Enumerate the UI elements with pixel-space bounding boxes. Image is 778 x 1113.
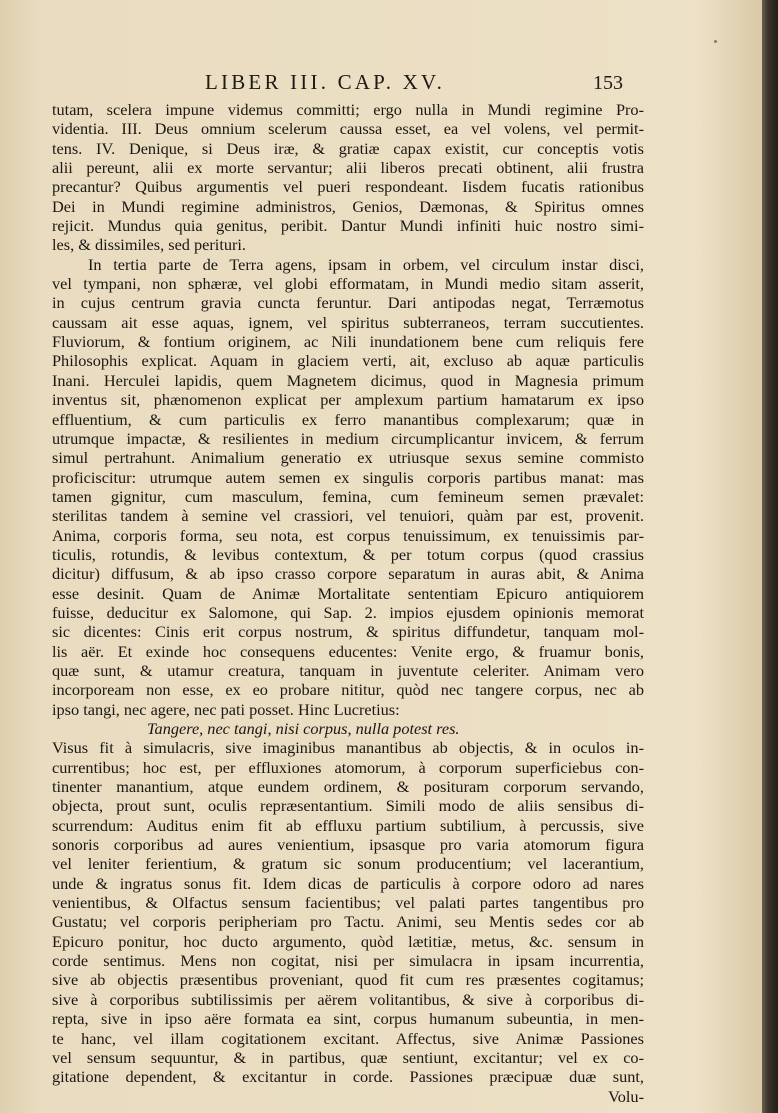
text-line: repta, sive in ipso aëre formata ea sint, corpus humanum subeuntia, in men- <box>52 1009 644 1029</box>
text-line: currentibus; hoc est, per effluxiones atomorum, à corporum superficiebus con- <box>52 757 644 777</box>
page-number: 153 <box>593 72 623 94</box>
text-line: sive à corporibus subtilissimis per aërem volitantibus, & sive à corporibus di- <box>52 989 644 1009</box>
page-edge-shadow <box>762 0 778 1113</box>
text-line: gitatione dependent, & excitantur in corde. Passiones præcipuæ duæ sunt, <box>52 1067 644 1087</box>
text-line: fuisse, deducitur ex Salomone, qui Sap. 2. impios ejusdem opinionis memorat <box>52 602 644 622</box>
text-line: venientibus, & Olfactus sensum facientibus; vel palati partes tangentibus pro <box>52 893 644 913</box>
catchword: Volu- <box>608 1086 644 1106</box>
text-line: scurrendum: Auditus enim fit ab effluxu partium subtilium, à percussis, sive <box>52 815 644 835</box>
text-line: corde sentimus. Mens non cogitat, nisi per simulacra in ipsam incurrentia, <box>52 951 644 971</box>
text-line: Gustatu; vel corporis peripheriam pro Tactu. Animi, seu Mentis sedes cor ab <box>52 912 644 932</box>
text-line: incorpoream non esse, ex eo probare nititur, quòd nec tangere corpus, nec ab <box>52 680 644 700</box>
text-line: unde & ingratus sonus fit. Idem dicas de particulis à corpore odoro ad nares <box>52 873 644 893</box>
running-head <box>0 70 762 98</box>
text-line: tamen gignitur, cum masculum, femina, cum femineum semen prævalet: <box>52 486 644 506</box>
text-line: sic dicentes: Cinis erit corpus nostrum, & spiritus diffundetur, tanquam mol- <box>52 622 644 642</box>
body-text <box>52 100 644 1106</box>
text-line: sive ab objectis præsentibus proveniant, quod fit cum res præsentes cogitamus; <box>52 970 644 990</box>
text-line: lis aër. Et exinde hoc consequens educentes: Venite ergo, & fruamur bonis, <box>52 641 644 661</box>
text-line: vel sensum sequuntur, & in partibus, quæ sentiunt, excitantur; vel ex co- <box>52 1047 644 1067</box>
text-line: objecta, prout sunt, oculis repræsentantium. Simili modo de aliis sensibus di- <box>52 796 644 816</box>
text-line: te hanc, vel illam cogitationem excitant. Affectus, sive Animæ Passiones <box>52 1028 644 1048</box>
text-line: quæ sunt, & utamur creatura, tanquam in juventute celeriter. Animam vero <box>52 660 644 680</box>
page-speck <box>714 40 717 43</box>
text-line: utrumque impactæ, & resilientes in medium circumplicantur invicem, & ferrum <box>52 428 644 448</box>
text-line: dicitur) diffusum, & ab ipso crasso corpore separatum in auras abit, & Anima <box>52 564 644 584</box>
text-line: Fluviorum, & fontium originem, ac Nili inundationem bene cum reliquis fere <box>52 332 644 352</box>
text-line: les, & dissimiles, sed perituri. <box>52 235 246 255</box>
text-line: Philosophis explicat. Aquam in glaciem verti, ait, excluso ab aquæ particulis <box>52 351 644 371</box>
text-line: precantur? Quibus argumentis vel pueri respondeant. Iisdem fucatis rationibus <box>52 177 644 197</box>
text-line: effluentium, & cum particulis ex ferro manantibus complexarum; quæ in <box>52 409 644 429</box>
text-line: caussam ait esse aquas, ignem, vel spiritus subterraneos, terram succutientes. <box>52 312 644 332</box>
text-line: vel leniter ferientium, & gratum sic sonum producentium; vel lacerantium, <box>52 854 644 874</box>
running-head-title: LIBER III. CAP. XV. <box>205 70 446 94</box>
text-line: tutam, scelera impune videmus committi; ergo nulla in Mundi regimine Pro- <box>52 100 644 119</box>
text-line: ticulis, rotundis, & levibus contextum, & per totum corpus (quod crassius <box>52 544 644 564</box>
text-line: inventus sit, phænomenon explicat per amplexum partium hamatarum ex ipso <box>52 390 644 410</box>
text-line: vel tympani, non sphæræ, vel globi efformatam, in Mundi medio sitam asserit, <box>52 274 644 294</box>
text-line: Inani. Herculei lapidis, quem Magnetem dicimus, quod in Magnesia primum <box>52 370 644 390</box>
text-line: alii pereunt, alii ex morte servantur; alii liberos precati obtinent, alii frustra <box>52 158 644 178</box>
text-line: simul pertrahunt. Animalium generatio ex utriusque sexus semine commisto <box>52 448 644 468</box>
text-line: In tertia parte de Terra agens, ipsam in orbem, vel circulum instar disci, <box>88 254 644 274</box>
text-line: Dei in Mundi regimine administros, Genios, Dæmonas, & Spiritus omnes <box>52 196 644 216</box>
text-line: Visus fit à simulacris, sive imaginibus manantibus ab objectis, & in oculos in- <box>52 738 644 758</box>
text-line: Epicuro ponitur, hoc ducto argumento, quòd lætitiæ, metus, &c. sensum in <box>52 931 644 951</box>
text-line: sterilitas tandem à semine vel crassiori, vel tenuiori, quàm par est, provenit. <box>52 506 644 526</box>
text-line: tinenter manantium, atque eundem ordinem, & posituram corporum servando, <box>52 777 644 797</box>
text-line: Tangere, nec tangi, nisi corpus, nulla potest res. <box>147 719 460 738</box>
text-line: tens. IV. Denique, si Deus iræ, & gratiæ capax existit, cur conceptis votis <box>52 138 644 158</box>
text-line: rejicit. Mundus quia genitus, peribit. Dantur Mundi infiniti huic nostro simi- <box>52 216 644 236</box>
text-line: sonoris corporibus ad aures venientium, ipsasque pro varia atomorum figura <box>52 835 644 855</box>
text-line: ipso tangi, nec agere, nec pati posset. Hinc Lucretius: <box>52 699 400 719</box>
text-line: esse desinit. Quam de Animæ Mortalitate sententiam Epicuro antiquiorem <box>52 583 644 603</box>
text-line: proficiscitur: utrumque autem semen ex singulis corporis partibus manat: mas <box>52 467 644 487</box>
text-line: videntia. III. Deus omnium scelerum caussa esset, ea vel volens, vel permit- <box>52 119 644 139</box>
text-line: Anima, corporis forma, seu nota, est corpus tenuissimum, ex tenuissimis par- <box>52 525 644 545</box>
text-line: in cujus centrum gravia cuncta feruntur. Dari antipodas negat, Terræmotus <box>52 293 644 313</box>
